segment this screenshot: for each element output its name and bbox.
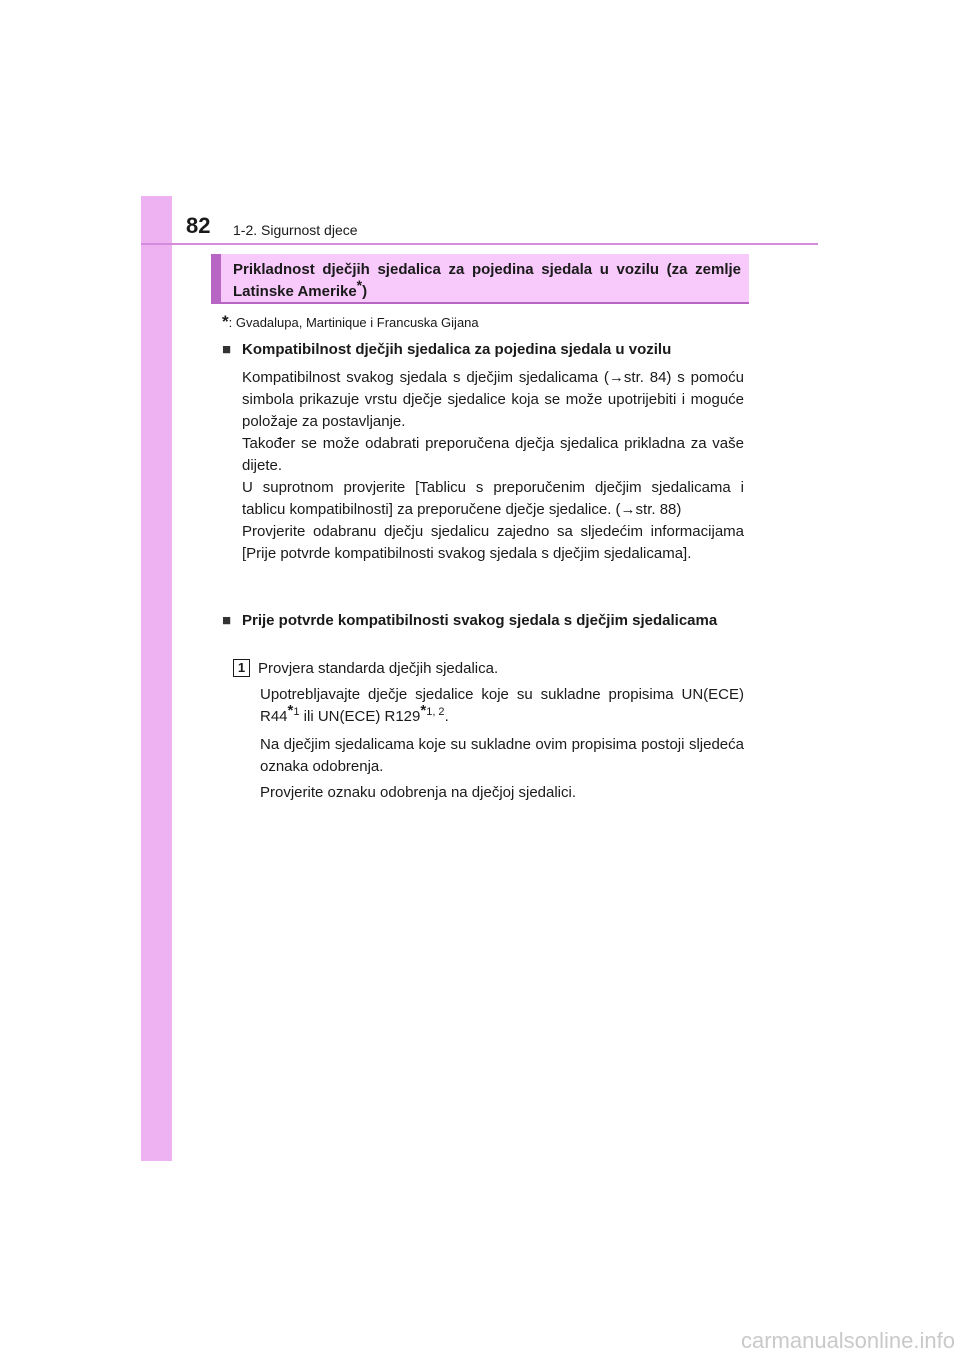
heading-box <box>211 254 749 304</box>
paragraph: Kompatibilnost svakog sjedala s dječjim sjedalicama (→str. 84) s pomoću simbola prikazuje vrstu dječje sjedalice koja se može upotrijebiti i moguće položaje za postavljanje. <box>242 369 744 430</box>
footnote-ref: 1, 2 <box>426 706 445 718</box>
page-number: 82 <box>186 213 211 238</box>
paragraph-approval-mark: Na dječjim sjedalicama koje su sukladne ovim propisima postoji sljedeća oznaka odobrenja. <box>260 736 744 775</box>
heading-star: * <box>356 277 363 293</box>
section-title: 1-2. Sigurnost djece <box>233 222 358 238</box>
paragraph: Provjerite odabranu dječju sjedalicu zajedno sa sljedećim informacijama [Prije potvrde kompatibilnosti svakog sjedala s dječjim sjedalicama]. <box>242 523 744 562</box>
text: . <box>444 708 449 725</box>
heading-text <box>233 259 741 303</box>
paragraph: U suprotnom provjerite [Tablicu s preporučenim dječjim sjedalicama i tablicu kompatibilnosti] za preporučene dječje sjedalice. (→str. 88) <box>242 479 744 518</box>
footnote-star: * <box>420 702 427 719</box>
bullet-square-icon: ■ <box>222 341 232 358</box>
section-compatibility <box>222 339 744 565</box>
section-before-confirmation-title <box>222 610 744 632</box>
paragraph-standards <box>260 684 744 728</box>
footnote-star: * <box>222 312 229 331</box>
step-number-badge: 1 <box>233 659 250 677</box>
section-before-confirmation <box>222 610 744 632</box>
text: Upotrebljavajte dječje sjedalice koje su sukladne propisima UN(ECE) R44 <box>260 686 744 725</box>
section-compatibility-title-text: Kompatibilnost dječjih sjedalica za pojedina sjedala u vozilu <box>242 341 672 358</box>
heading-text-main: Prikladnost dječjih sjedalica za pojedina sjedala u vozilu (za zemlje Latinske Amerike <box>233 261 741 300</box>
header-divider <box>141 243 818 245</box>
step-1 <box>233 658 744 680</box>
section-compatibility-title <box>222 339 744 361</box>
paragraph: Također se može odabrati preporučena dječja sjedalica prikladna za vaše dijete. <box>242 435 744 474</box>
paragraph-check-mark: Provjerite oznaku odobrenja na dječjoj sjedalici. <box>260 784 577 801</box>
chapter-sidebar-tab <box>141 196 172 1161</box>
section-before-confirmation-title-text: Prije potvrde kompatibilnosti svakog sjedala s dječjim sjedalicama <box>242 612 718 629</box>
heading-text-close: ) <box>362 283 368 300</box>
text: ili UN(ECE) R129 <box>299 708 421 725</box>
step-text: Provjera standarda dječjih sjedalica. <box>258 660 499 677</box>
footnote-star: * <box>287 702 294 719</box>
footnote-text: : Gvadalupa, Martinique i Francuska Gijana <box>228 315 479 330</box>
watermark: carmanualsonline.info <box>740 1328 955 1353</box>
footnote-ref: 1 <box>293 706 300 718</box>
footnote <box>222 312 479 332</box>
bullet-square-icon: ■ <box>222 612 232 629</box>
